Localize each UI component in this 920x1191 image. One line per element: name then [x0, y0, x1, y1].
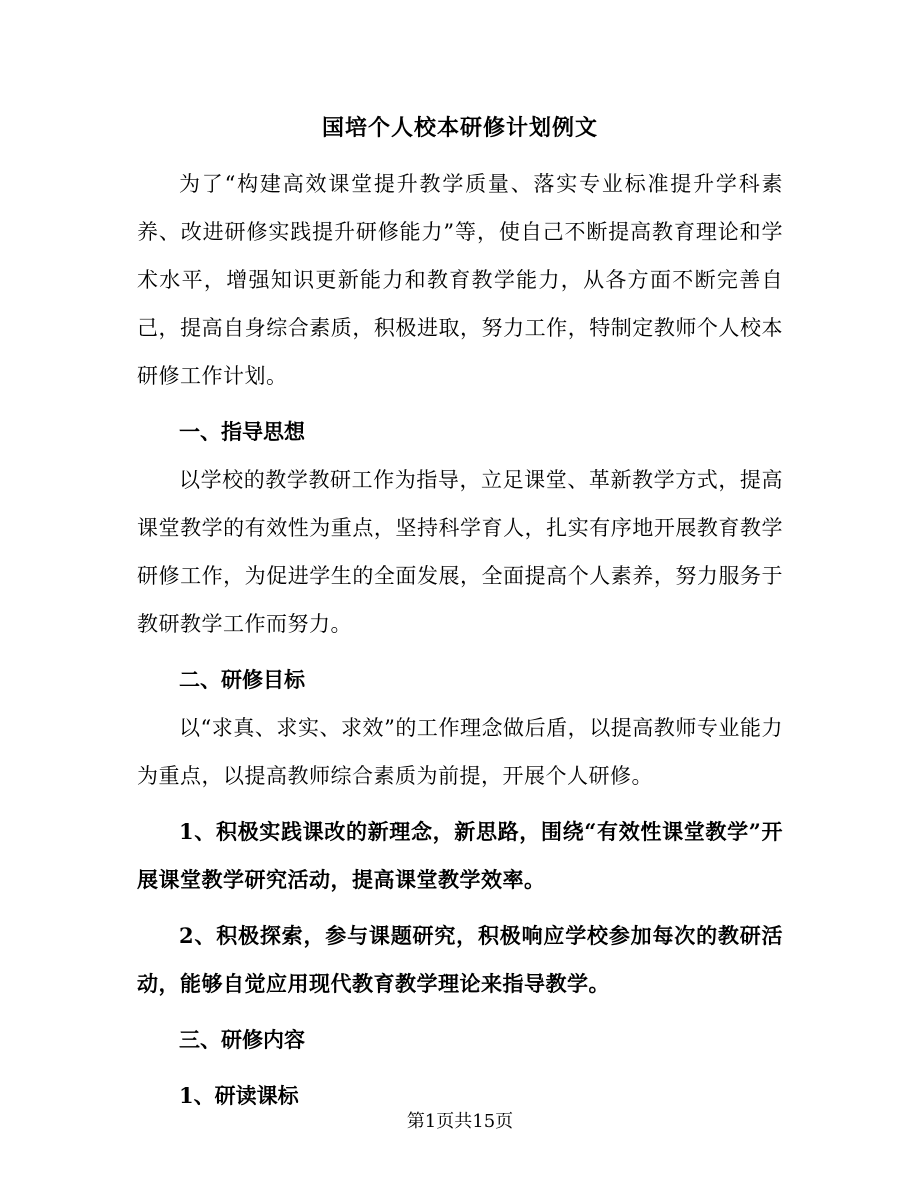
section-heading-guiding-thought: 一、指导思想 [179, 419, 305, 444]
goals-paragraph: 以“求真、求实、求效”的工作理念做后盾，以提高教师专业能力为重点，以提高教师综合素质为前提，开展个人研修。 [137, 716, 783, 788]
document-body [137, 160, 783, 1120]
section-heading-content: 三、研修内容 [179, 1027, 305, 1052]
page-number: 第1页共15页 [406, 1111, 514, 1132]
intro-paragraph: 为了“构建高效课堂提升教学质量、落实专业标准提升学科素养、改进研修实践提升研修能力”等，使自己不断提高教育理论和学术水平，增强知识更新能力和教育教学能力，从各方面不断完善自己，提高自身综合素质，积极进取，努力工作，特制定教师个人校本研修工作计划。 [137, 172, 783, 388]
guiding-thought-paragraph: 以学校的教学教研工作为指导，立足课堂、革新教学方式，提高课堂教学的有效性为重点，坚持科学育人，扎实有序地开展教育教学研修工作，为促进学生的全面发展，全面提高个人素养，努力服务于教研教学工作而努力。 [137, 468, 783, 636]
document-title: 国培个人校本研修计划例文 [321, 115, 598, 141]
section-heading-goals: 二、研修目标 [179, 667, 305, 692]
subheading-read-standards: 1、研读课标 [179, 1083, 299, 1108]
goal-item-1: 1、积极实践课改的新理念，新思路，围绕“有效性课堂教学”开展课堂教学研究活动，提高课堂教学效率。 [137, 819, 783, 892]
goal-item-2: 2、积极探索，参与课题研究，积极响应学校参加每次的教研活动，能够自觉应用现代教育教学理论来指导教学。 [137, 923, 783, 996]
